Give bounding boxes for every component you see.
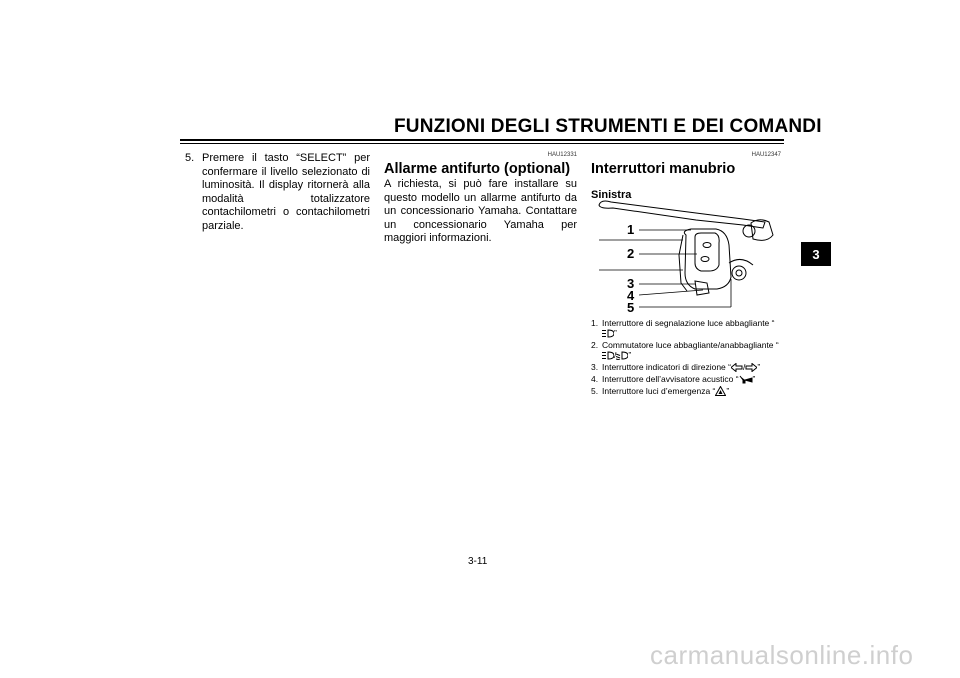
- step-5: [185, 152, 370, 234]
- low-beam-icon: [616, 351, 628, 360]
- section-code: HAU12347: [751, 152, 781, 158]
- callout-2: 2: [627, 246, 635, 261]
- callout-4: 4: [627, 288, 635, 303]
- step-text: Premere il tasto “SELECT” per confermare il livello selezionato di luminosità. Il display ritornerà alla modalità totalizzatore contachilometri o contachilometri parziale.: [202, 152, 370, 232]
- subtitle-left-side: Sinistra: [591, 189, 632, 201]
- column-left: [185, 152, 370, 234]
- watermark: carmanualsonline.info: [650, 640, 914, 670]
- section-body-alarm: A richiesta, si può fare installare su questo modello un allarme antifurto da un concessionario Yamaha. Contattare un concessionario Yamaha per maggiori informazioni.: [384, 178, 577, 245]
- legend-item: 2. Commutatore luce abbagliante/anabbagliante “/ ”: [591, 340, 779, 360]
- callout-5: 5: [627, 300, 635, 315]
- column-middle: [384, 152, 577, 246]
- page-header-title: FUNZIONI DEGLI STRUMENTI E DEI COMANDI: [394, 116, 822, 137]
- hazard-icon: [715, 386, 726, 396]
- legend-item: 4. Interruttore dell’avvisatore acustico “ ”: [591, 374, 756, 384]
- legend-item: 1. Interruttore di segnalazione luce abbagliante “”: [591, 318, 775, 338]
- section-title-switches: Interruttori manubrio: [591, 161, 736, 177]
- step-number: 5.: [185, 152, 195, 164]
- turn-right-icon: [745, 363, 757, 372]
- legend-item: 5. Interruttore luci d’emergenza “ ”: [591, 386, 730, 396]
- handlebar-switch-illustration: [591, 195, 781, 315]
- high-beam-icon: [602, 329, 614, 338]
- callout-1: 1: [627, 222, 635, 237]
- high-beam-icon: [602, 351, 614, 360]
- callout-3: 3: [627, 276, 635, 291]
- header-rule-thick: [180, 139, 784, 141]
- figure-legend: [591, 318, 786, 398]
- section-title-alarm: Allarme antifurto (optional): [384, 161, 571, 177]
- page-number: 3-11: [468, 556, 488, 567]
- horn-icon: [739, 375, 753, 384]
- turn-left-icon: [731, 363, 743, 372]
- section-code: HAU12331: [547, 152, 577, 158]
- legend-item: 3. Interruttore indicatori di direzione “ / ”: [591, 362, 761, 372]
- header-rule-thin: [180, 143, 784, 144]
- chapter-tab: 3: [801, 242, 831, 266]
